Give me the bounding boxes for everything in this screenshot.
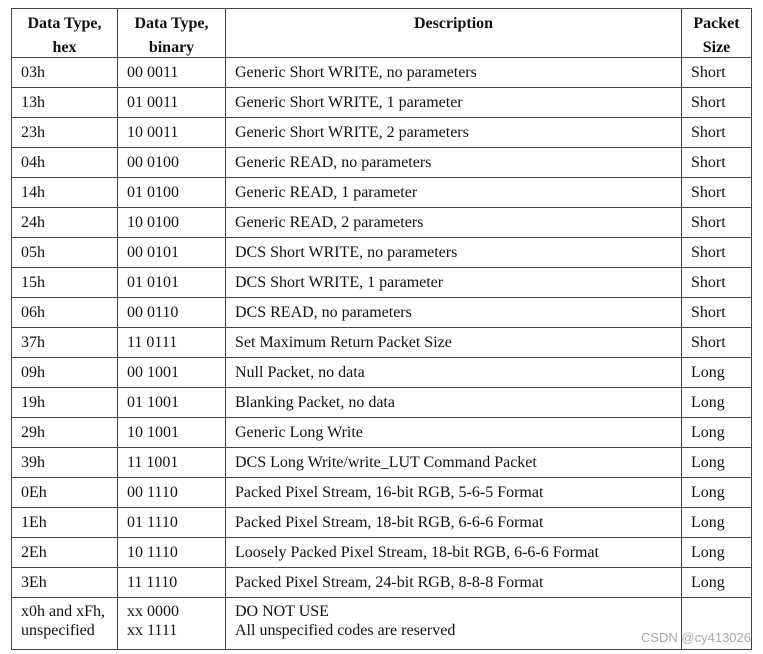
watermark: CSDN @cy413026: [640, 630, 751, 645]
cell-hex: 1Eh: [12, 508, 118, 538]
cell-hex: 39h: [12, 448, 118, 478]
table-row: [12, 418, 752, 448]
cell-description: Generic READ, 2 parameters: [226, 208, 682, 238]
cell-hex: 05h: [12, 238, 118, 268]
data-type-table: [11, 8, 752, 650]
cell-description: DO NOT USE All unspecified codes are reserved: [226, 598, 682, 650]
cell-binary: 11 0111: [118, 328, 226, 358]
cell-size: Short: [682, 298, 752, 328]
cell-hex: 15h: [12, 268, 118, 298]
cell-binary: 10 1001: [118, 418, 226, 448]
header-description: Description: [226, 9, 682, 58]
cell-description: Blanking Packet, no data: [226, 388, 682, 418]
cell-size: Long: [682, 478, 752, 508]
cell-description: Packed Pixel Stream, 18-bit RGB, 6-6-6 Format: [226, 508, 682, 538]
cell-size: Short: [682, 118, 752, 148]
table-row: [12, 538, 752, 568]
cell-size: Short: [682, 178, 752, 208]
header-type-binary: Data Type, binary: [118, 9, 226, 58]
cell-description: DCS Long Write/write_LUT Command Packet: [226, 448, 682, 478]
table-row: [12, 388, 752, 418]
cell-size: Long: [682, 418, 752, 448]
cell-binary: 01 1110: [118, 508, 226, 538]
cell-description: Generic READ, 1 parameter: [226, 178, 682, 208]
cell-description: Packed Pixel Stream, 16-bit RGB, 5-6-5 Format: [226, 478, 682, 508]
table-row: [12, 88, 752, 118]
cell-hex: 03h: [12, 58, 118, 88]
table-row: [12, 268, 752, 298]
cell-binary: 00 0100: [118, 148, 226, 178]
cell-hex: 29h: [12, 418, 118, 448]
cell-hex: 3Eh: [12, 568, 118, 598]
table-row: [12, 178, 752, 208]
table-row: [12, 208, 752, 238]
cell-description: DCS READ, no parameters: [226, 298, 682, 328]
cell-binary: 01 0100: [118, 178, 226, 208]
cell-binary: 00 0110: [118, 298, 226, 328]
cell-description: Loosely Packed Pixel Stream, 18-bit RGB, 6-6-6 Format: [226, 538, 682, 568]
cell-binary: 00 1001: [118, 358, 226, 388]
cell-binary: 01 1001: [118, 388, 226, 418]
cell-description: Generic Long Write: [226, 418, 682, 448]
cell-description: Generic Short WRITE, 1 parameter: [226, 88, 682, 118]
cell-hex: 09h: [12, 358, 118, 388]
table-row: [12, 568, 752, 598]
table-row: [12, 478, 752, 508]
cell-size: Short: [682, 88, 752, 118]
cell-binary: 10 0100: [118, 208, 226, 238]
cell-size: Long: [682, 358, 752, 388]
cell-hex: 0Eh: [12, 478, 118, 508]
cell-description: Set Maximum Return Packet Size: [226, 328, 682, 358]
cell-size: Long: [682, 508, 752, 538]
cell-binary: 11 1001: [118, 448, 226, 478]
cell-hex: 13h: [12, 88, 118, 118]
header-packet-size: Packet Size: [682, 9, 752, 58]
cell-binary: 00 0011: [118, 58, 226, 88]
cell-binary: 01 0101: [118, 268, 226, 298]
cell-size: Short: [682, 148, 752, 178]
header-row: [12, 9, 752, 58]
cell-hex: 19h: [12, 388, 118, 418]
cell-hex: x0h and xFh, unspecified: [12, 598, 118, 650]
table-row: [12, 238, 752, 268]
table-row: [12, 58, 752, 88]
table-row: [12, 298, 752, 328]
cell-size: Long: [682, 448, 752, 478]
cell-description: Null Packet, no data: [226, 358, 682, 388]
table-row: [12, 328, 752, 358]
cell-binary: 01 0011: [118, 88, 226, 118]
table-row: [12, 148, 752, 178]
cell-size: Long: [682, 388, 752, 418]
cell-hex: 37h: [12, 328, 118, 358]
table-body: [12, 58, 752, 650]
cell-description: DCS Short WRITE, no parameters: [226, 238, 682, 268]
cell-size: Short: [682, 328, 752, 358]
cell-hex: 2Eh: [12, 538, 118, 568]
cell-hex: 04h: [12, 148, 118, 178]
header-type-hex: Data Type, hex: [12, 9, 118, 58]
cell-binary: 10 1110: [118, 538, 226, 568]
cell-size: Long: [682, 538, 752, 568]
cell-size: Short: [682, 238, 752, 268]
table-row: [12, 118, 752, 148]
cell-binary: 11 1110: [118, 568, 226, 598]
cell-size: Short: [682, 208, 752, 238]
table-row: [12, 358, 752, 388]
cell-binary: 00 0101: [118, 238, 226, 268]
cell-description: Generic Short WRITE, 2 parameters: [226, 118, 682, 148]
cell-hex: 23h: [12, 118, 118, 148]
cell-size: Long: [682, 568, 752, 598]
cell-description: Generic Short WRITE, no parameters: [226, 58, 682, 88]
cell-size: Short: [682, 58, 752, 88]
cell-hex: 06h: [12, 298, 118, 328]
cell-binary: xx 0000 xx 1111: [118, 598, 226, 650]
cell-size: Short: [682, 268, 752, 298]
table-row: [12, 508, 752, 538]
cell-description: Generic READ, no parameters: [226, 148, 682, 178]
table-row: [12, 448, 752, 478]
cell-description: DCS Short WRITE, 1 parameter: [226, 268, 682, 298]
cell-binary: 10 0011: [118, 118, 226, 148]
cell-hex: 14h: [12, 178, 118, 208]
cell-description: Packed Pixel Stream, 24-bit RGB, 8-8-8 Format: [226, 568, 682, 598]
cell-hex: 24h: [12, 208, 118, 238]
cell-binary: 00 1110: [118, 478, 226, 508]
